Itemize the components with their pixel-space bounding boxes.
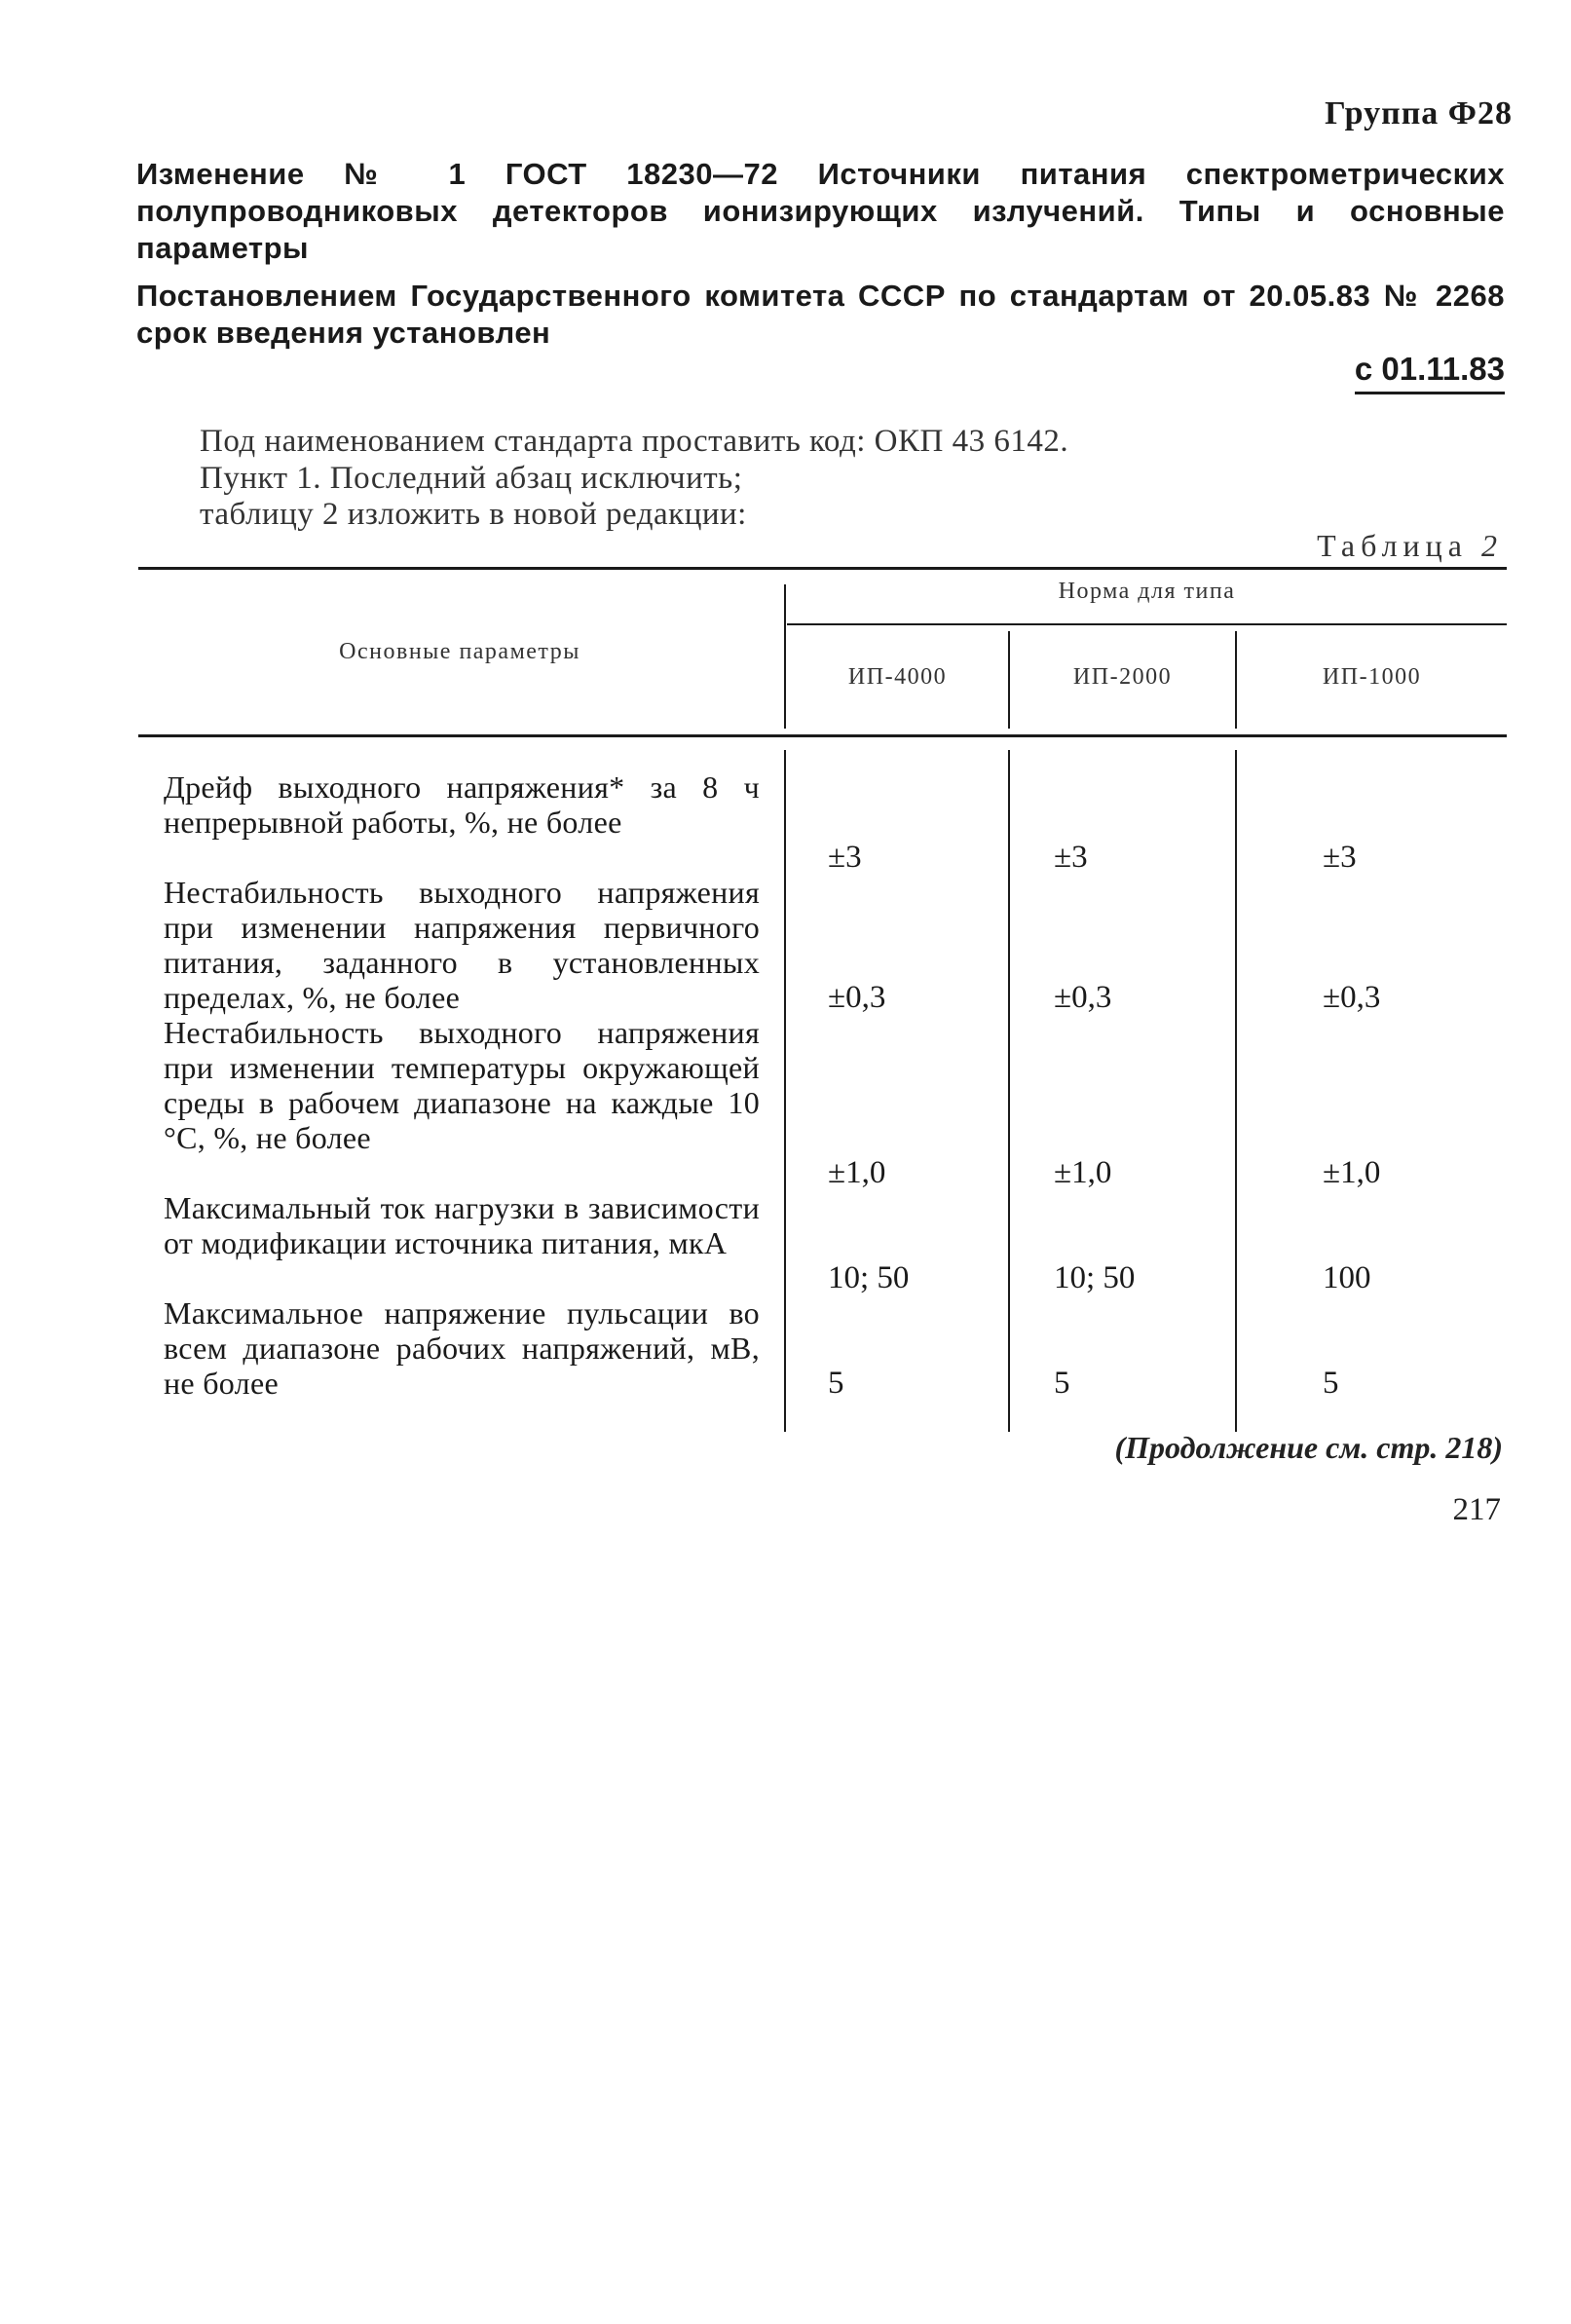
row-1-value-3: ±3 xyxy=(1323,840,1357,875)
page-number: 217 xyxy=(1452,1492,1501,1527)
row-2-value-2: ±0,3 xyxy=(1054,980,1112,1015)
row-3-value-3: ±1,0 xyxy=(1323,1155,1381,1190)
row-1-value-2: ±3 xyxy=(1054,840,1088,875)
table-caption-number: 2 xyxy=(1481,528,1503,563)
decree-text: Постановлением Государственного комитета СССР по стандартам от 20.05.83 № 2268 срок введения установлен xyxy=(136,279,1505,350)
body-divider-2 xyxy=(1008,750,1010,1432)
row-2-value-3: ±0,3 xyxy=(1323,980,1381,1015)
norm-header-rule xyxy=(787,623,1507,625)
row-3-value-1: ±1,0 xyxy=(828,1155,886,1190)
group-label: Группа Ф28 xyxy=(1325,95,1513,131)
body-divider-1 xyxy=(784,750,786,1432)
row-2-parameter: Нестабильность выходного напряжения при изменении напряжения первичного питания, заданного в установленных пределах, %, не более xyxy=(164,875,760,1015)
type-header-1: ИП-4000 xyxy=(847,664,948,690)
norm-column-header: Норма для типа xyxy=(1058,579,1236,604)
row-5-value-1: 5 xyxy=(828,1366,844,1401)
effective-date: с 01.11.83 xyxy=(1355,351,1505,394)
row-5-value-2: 5 xyxy=(1054,1366,1070,1401)
row-4-parameter: Максимальный ток нагрузки в зависимости от модификации источника питания, мкА xyxy=(164,1190,760,1260)
row-4-value-2: 10; 50 xyxy=(1054,1260,1136,1295)
header-divider-1 xyxy=(784,584,786,729)
type-header-3: ИП-1000 xyxy=(1322,664,1422,690)
param-column-header: Основные параметры xyxy=(339,639,580,664)
table-top-rule xyxy=(138,567,1507,570)
intro-line-3: таблицу 2 изложить в новой редакции: xyxy=(200,497,747,532)
intro-line-1: Под наименованием стандарта проставить код: ОКП 43 6142. xyxy=(200,424,1069,459)
row-5-value-3: 5 xyxy=(1323,1366,1339,1401)
row-4-value-3: 100 xyxy=(1323,1260,1371,1295)
intro-line-2: Пункт 1. Последний абзац исключить; xyxy=(200,461,743,496)
row-1-parameter: Дрейф выходного напряжения* за 8 ч непрерывной работы, %, не более xyxy=(164,769,760,840)
table-caption-word: Таблица xyxy=(1317,528,1468,563)
row-3-parameter: Нестабильность выходного напряжения при изменении температуры окружающей среды в рабочем диапазоне на каждые 10 °С, %, не более xyxy=(164,1015,760,1155)
row-3-value-2: ±1,0 xyxy=(1054,1155,1112,1190)
continuation-note: (Продолжение см. стр. 218) xyxy=(1114,1430,1503,1465)
row-4-value-1: 10; 50 xyxy=(828,1260,910,1295)
type-header-2: ИП-2000 xyxy=(1072,664,1173,690)
header-bottom-rule xyxy=(138,734,1507,737)
row-5-parameter: Максимальное напряжение пульсации во всем диапазоне рабочих напряжений, мВ, не более xyxy=(164,1295,760,1401)
table-caption xyxy=(1317,528,1503,564)
change-title: Изменение № 1 ГОСТ 18230—72 Источники питания спектрометрических полупроводниковых детекторов ионизирующих излучений. Типы и основные параметры xyxy=(136,157,1505,265)
body-divider-3 xyxy=(1235,750,1237,1432)
row-1-value-1: ±3 xyxy=(828,840,862,875)
row-2-value-1: ±0,3 xyxy=(828,980,886,1015)
